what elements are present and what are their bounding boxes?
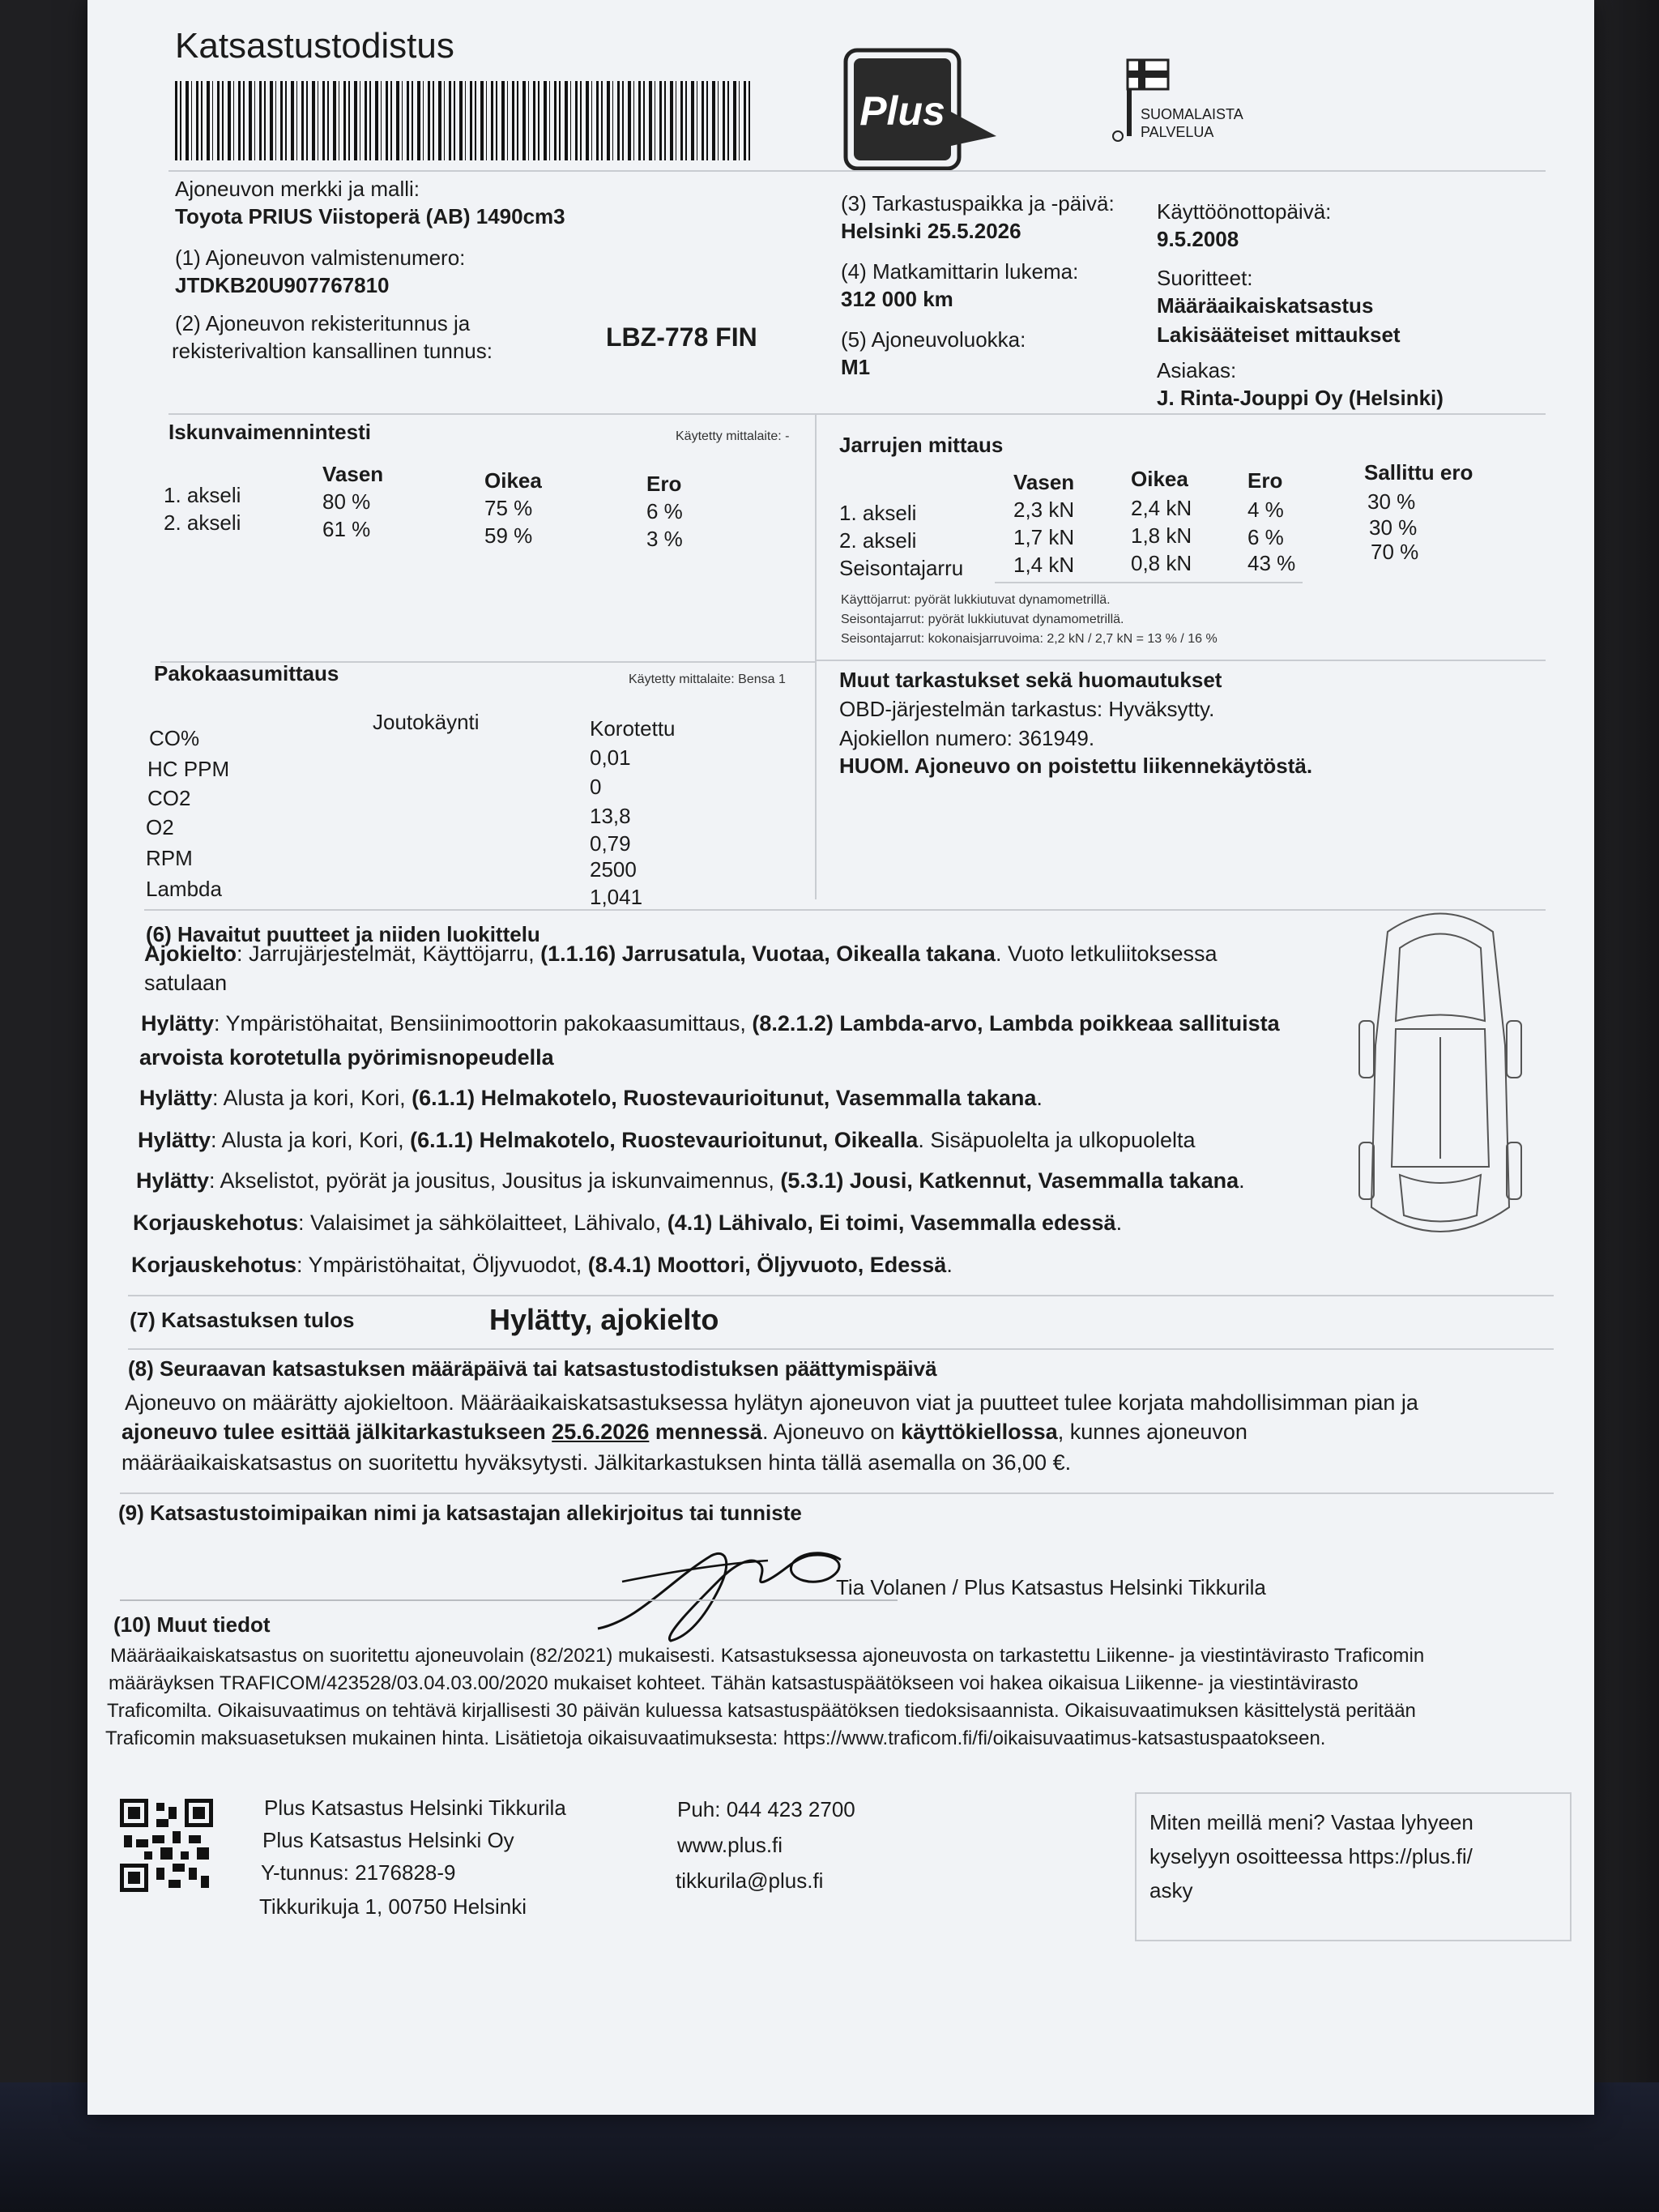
performed-label: Suoritteet: (1157, 266, 1253, 290)
signature-title: (9) Katsastustoimipaikan nimi ja katsastajan allekirjoitus tai tunniste (118, 1501, 802, 1525)
divider (128, 1348, 1554, 1350)
exhaust-col-raised: Korotettu (590, 716, 676, 741)
badge-text: SUOMALAISTA PALVELUA (1141, 106, 1243, 140)
intro-date-value: 9.5.2008 (1157, 227, 1239, 251)
client-label: Asiakas: (1157, 358, 1237, 382)
divider (168, 170, 1546, 172)
class-label: (5) Ajoneuvoluokka: (841, 327, 1026, 352)
shock-device: Käytetty mittalaite: - (676, 429, 790, 443)
divider (817, 660, 1546, 661)
result-label: (7) Katsastuksen tulos (130, 1308, 355, 1332)
class-value: M1 (841, 355, 871, 379)
shock-col-ero: Ero (646, 472, 682, 496)
defect-item-cont: satulaan (144, 971, 228, 995)
defect-item: Ajokielto: Jarrujärjestelmät, Käyttöjarru, (1.1.16) Jarrusatula, Vuotaa, Oikealla takana. Vuoto letkuliitoksessa (144, 942, 1218, 966)
next-inspection-text: ajoneuvo tulee esittää jälkitarkastukseen 25.6.2026 mennessä. Ajoneuvo on käyttökiellossa, kunnes ajoneuvon (122, 1420, 1247, 1444)
plus-logo (842, 47, 1004, 177)
next-inspection-text: määräaikaiskatsastus on suoritettu hyväksytysti. Jälkitarkastuksen hinta tällä asemalla on 36,00 €. (122, 1450, 1072, 1475)
qr-code-icon (120, 1799, 213, 1892)
defect-item: Hylätty: Alusta ja kori, Kori, (6.1.1) Helmakotelo, Ruostevaurioitunut, Oikealla. Sisäpuolelta ja ulkopuolelta (138, 1128, 1196, 1152)
defect-item: Hylätty: Ympäristöhaitat, Bensiinimoottorin pakokaasumittaus, (8.2.1.2) Lambda-arvo, Lambda poikkeaa sallituista (141, 1011, 1280, 1036)
website-link[interactable]: www.plus.fi (677, 1833, 783, 1857)
shock-col-oikea: Oikea (484, 468, 542, 493)
place-value: Helsinki 25.5.2026 (841, 219, 1021, 243)
column-divider (815, 413, 817, 899)
shock-test-title: Iskunvaimennintesti (168, 420, 371, 444)
plus-logo-text: Plus (859, 88, 945, 134)
make-label: Ajoneuvon merkki ja malli: (175, 177, 420, 201)
survey-line: Miten meillä meni? Vastaa lyhyeen (1149, 1810, 1473, 1834)
inspection-certificate: Katsastustodistus Plus SUOMALAISTA PALVELUA Ajoneuvon merkki ja malli: Toyota PRIUS Viistoperä (AB) 1490cm3 (1) Ajoneuvon valmistenumero: JTDKB20U907767810 (2) Ajoneuvon rekisteritunnus ja rekisterivaltion kansallinen tunnus: LBZ-778 FIN (3) Tarkastuspaikka ja -päivä: Helsinki 25.5.2026 (4) Matkamittarin lukema: 312 000 km (5) Ajoneuvoluokka: M1 Käyttöönottopäivä: 9.5.2008 Suoritteet: Määräaikaiskatsastus Lakisääteiset mittaukset Asiakas: J. Rinta-Jouppi Oy (Helsinki) Iskunvaimennintesti Käytetty mittalaite: - Vasen Oikea Ero 1. akseli 80 % 75 % 6 % 2. akseli 61 % 59 % 3 % Jarrujen mittaus Vasen Oikea Ero Sallittu ero 1. akseli 2,3 kN 2,4 kN 4 % 30 % 2. akseli 1,7 kN 1,8 kN 6 % 30 % Seisontajarru 1,4 kN 0,8 kN 43 % 70 % Käyttöjarrut: pyörät lukkiutuvat dynamometrillä. Seisontajarrut: pyörät lukkiutuvat dynamometrillä. Seisontajarrut: kokonaisjarruvoima: 2,2 kN / 2,7 kN = 13 % / 16 % Pakokaasumittaus Käytetty mittalaite: Bensa 1 Joutokäynti Korotettu CO% 0,01 HC PPM 0 CO2 13,8 O2 0,79 RPM 2500 Lambda 1,041 Muut tarkastukset sekä huomautukset OBD-järjestelmän tarkastus: Hyväksytty. Ajokiellon numero: 361949. HUOM. Ajoneuvo on poistettu liikennekäytöstä. (6) Havaitut puutteet ja niiden luokittelu Ajokielto: Jarrujärjestelmät, Käyttöjarru, (1.1.16) Jarrusatula, Vuotaa, Oikealla takana. Vuoto letkuliitoksessa satulaan Hylätty: Ympäristöhaitat, Bensiinimoottorin pakokaasumittaus, (8.2.1.2) Lambda-arvo, Lambda poikkeaa sallituista arvoista korotetulla pyörimisnopeudella Hylätty: Alusta ja kori, Kori, (6.1.1) Helmakotelo, Ruostevaurioitunut, Vasemmalla takana. Hylätty: Alusta ja kori, Kori, (6.1.1) Helmakotelo, Ruostevaurioitunut, Oikealla. Sisäpuolelta ja ulkopuolelta Hylätty: Akselistot, pyörät ja jousitus, Jousitus ja iskunvaimennus, (5.3.1) Jousi, Katkennut, Vasemmalla takana. Korjauskehotus: Valaisimet ja sähkölaitteet, Lähivalo, (4.1) Lähivalo, Ei toimi, Vasemmalla edessä. Korjauskehotus: Ympäristöhaitat, Öljyvuodot, (8.4.1) Moottori, Öljyvuoto, Edessä. (7) Katsastuksen tulos Hylätty, ajokielto (8) Seuraavan katsastuksen määräpäivä tai katsastustodistuksen päättymispäivä Ajoneuvo on määrätty ajokieltoon. Määräaikaiskatsastuksessa hylätyn ajoneuvon viat ja puutteet tulee korjata mahdollisimman pian ja ajoneuvo tulee esittää jälkitarkastukseen 25.6.2026 mennessä. Ajoneuvo on käyttökiellossa, kunnes ajoneuvon määräaikaiskatsastus on suoritettu hyväksytysti. Jälkitarkastuksen hinta tällä asemalla on 36,00 €. (9) Katsastustoimipaikan nimi ja katsastajan allekirjoitus tai tunniste Tia Volanen / Plus Katsastus Helsinki Tikkurila (10) Muut tiedot Määräaikaiskatsastus on suoritettu ajoneuvolain (82/2021) mukaisesti. Katsastuksessa ajoneuvosta on tarkastettu Liikenne- ja viestintävirasto Traficomin määräyksen TRAFICOM/423528/03.04.03.00/2020 mukaiset kohteet. Tähän katsastuspäätökseen voi hakea oikaisua Liikenne- ja viestintävirasto Traficomilta. Oikaisuvaatimus on tehtävä kirjallisesti 30 päivän kuluessa katsastuspäätöksen tiedoksisaannista. Oikaisuvaatimuksen käsittelystä peritään Traficomin maksuasetuksen mukainen hinta. Lisätietoja oikaisuvaatimuksesta: https://www.traficom.fi/fi/oikaisuvaatimus-katsastuspaatokseen. Plus Katsastus Helsinki Tikkurila Plus Katsastus Helsinki Oy Y-tunnus: 2176828-9 Tikkurikuja 1, 00750 Helsinki Puh: 044 423 2700 www.plus.fi tikkurila@plus.fi Miten meillä meni? Vastaa lyhyeen kyselyyn osoitteessa https://plus.fi/ asky (87, 0, 1594, 2115)
defects-title: (6) Havaitut puutteet ja niiden luokittelu (146, 922, 540, 946)
intro-date-label: Käyttöönottopäivä: (1157, 199, 1332, 224)
survey-line[interactable]: asky (1149, 1878, 1193, 1902)
exhaust-title: Pakokaasumittaus (154, 661, 339, 685)
other-checks-line: HUOM. Ajoneuvo on poistettu liikennekäytöstä. (839, 754, 1313, 778)
divider (144, 909, 1546, 911)
place-label: (3) Tarkastuspaikka ja -päivä: (841, 191, 1115, 216)
divider (120, 1492, 1554, 1494)
other-checks-title: Muut tarkastukset sekä huomautukset (839, 668, 1222, 692)
phone: Puh: 044 423 2700 (677, 1797, 855, 1821)
other-info-line: Traficomin maksuasetuksen mukainen hinta. Lisätietoja oikaisuvaatimuksesta: https://www.traficom.fi/fi/oikaisuvaatimus-katsastuspaatokseen. (105, 1727, 1326, 1749)
shock-col-vasen: Vasen (322, 462, 384, 486)
survey-line[interactable]: kyselyyn osoitteessa https://plus.fi/ (1149, 1844, 1473, 1868)
brake-col-oikea: Oikea (1131, 467, 1188, 491)
company-legal-name: Plus Katsastus Helsinki Oy (262, 1828, 514, 1852)
other-checks-line: OBD-järjestelmän tarkastus: Hyväksytty. (839, 697, 1215, 721)
other-info-line: Määräaikaiskatsastus on suoritettu ajoneuvolain (82/2021) mukaisesti. Katsastuksessa ajoneuvosta on tarkastettu Liikenne- ja viestintävirasto Traficomin (110, 1645, 1425, 1667)
brake-test-title: Jarrujen mittaus (839, 433, 1004, 457)
brake-col-vasen: Vasen (1013, 470, 1075, 494)
barcode (175, 81, 750, 160)
odometer-label: (4) Matkamittarin lukema: (841, 259, 1079, 284)
performed-item: Määräaikaiskatsastus (1157, 293, 1374, 318)
brake-col-ero: Ero (1247, 468, 1283, 493)
exhaust-device: Käytetty mittalaite: Bensa 1 (629, 673, 786, 686)
client-value: J. Rinta-Jouppi Oy (Helsinki) (1157, 386, 1444, 410)
car-diagram-icon (1355, 899, 1525, 1264)
company-address: Tikkurikuja 1, 00750 Helsinki (259, 1894, 527, 1919)
email-link[interactable]: tikkurila@plus.fi (676, 1868, 824, 1893)
vin-value: JTDKB20U907767810 (175, 273, 390, 297)
deadline-date: 25.6.2026 (552, 1420, 650, 1444)
reg-label-2: rekisterivaltion kansallinen tunnus: (172, 339, 493, 363)
other-info-title: (10) Muut tiedot (113, 1612, 271, 1637)
defect-item-cont: arvoista korotetulla pyörimisnopeudella (139, 1045, 554, 1070)
signature-line (120, 1599, 898, 1601)
brake-note: Seisontajarrut: pyörät lukkiutuvat dynamometrillä. (841, 613, 1124, 626)
other-info-line: määräyksen TRAFICOM/423528/03.04.03.00/2020 mukaiset kohteet. Tähän katsastuspäätökseen voi hakea oikaisua Liikenne- ja viestintävirasto (109, 1672, 1358, 1694)
performed-item: Lakisääteiset mittaukset (1157, 322, 1401, 347)
odometer-value: 312 000 km (841, 287, 953, 311)
reg-label-1: (2) Ajoneuvon rekisteritunnus ja (175, 311, 471, 335)
divider (995, 582, 1303, 583)
business-id: Y-tunnus: 2176828-9 (261, 1860, 456, 1885)
reg-value: LBZ-778 FIN (606, 322, 757, 352)
defect-item: Korjauskehotus: Valaisimet ja sähkölaitteet, Lähivalo, (4.1) Lähivalo, Ei toimi, Vasemmalla edessä. (133, 1211, 1123, 1235)
survey-box (1135, 1792, 1572, 1941)
other-info-line: Traficomilta. Oikaisuvaatimus on tehtävä kirjallisesti 30 päivän kuluessa katsastuspäätöksen tiedoksisaannista. Oikaisuvaatimuksen käsittelystä peritään (107, 1700, 1416, 1722)
vin-label: (1) Ajoneuvon valmistenumero: (175, 246, 466, 270)
next-inspection-text: Ajoneuvo on määrätty ajokieltoon. Määräaikaiskatsastuksessa hylätyn ajoneuvon viat ja puutteet tulee korjata mahdollisimman pian ja (125, 1390, 1418, 1415)
document-title: Katsastustodistus (175, 26, 454, 66)
company-name: Plus Katsastus Helsinki Tikkurila (264, 1796, 566, 1820)
defect-item: Hylätty: Alusta ja kori, Kori, (6.1.1) Helmakotelo, Ruostevaurioitunut, Vasemmalla takana. (139, 1086, 1043, 1110)
brake-note: Käyttöjarrut: pyörät lukkiutuvat dynamometrillä. (841, 593, 1111, 607)
brake-note: Seisontajarrut: kokonaisjarruvoima: 2,2 kN / 2,7 kN = 13 % / 16 % (841, 632, 1218, 646)
exhaust-col-idle: Joutokäynti (373, 710, 480, 734)
divider (168, 413, 1546, 415)
next-inspection-title: (8) Seuraavan katsastuksen määräpäivä tai katsastustodistuksen päättymispäivä (128, 1356, 937, 1381)
other-checks-line: Ajokiellon numero: 361949. (839, 726, 1095, 750)
inspector-name: Tia Volanen / Plus Katsastus Helsinki Tikkurila (836, 1575, 1266, 1599)
make-value: Toyota PRIUS Viistoperä (AB) 1490cm3 (175, 204, 565, 228)
divider (128, 1295, 1554, 1296)
brake-col-allowed: Sallittu ero (1364, 460, 1473, 485)
result-value: Hylätty, ajokielto (489, 1303, 719, 1336)
defect-item: Hylätty: Akselistot, pyörät ja jousitus, Jousitus ja iskunvaimennus, (5.3.1) Jousi, Katkennut, Vasemmalla takana. (136, 1168, 1245, 1193)
defect-item: Korjauskehotus: Ympäristöhaitat, Öljyvuodot, (8.4.1) Moottori, Öljyvuoto, Edessä. (131, 1253, 953, 1277)
